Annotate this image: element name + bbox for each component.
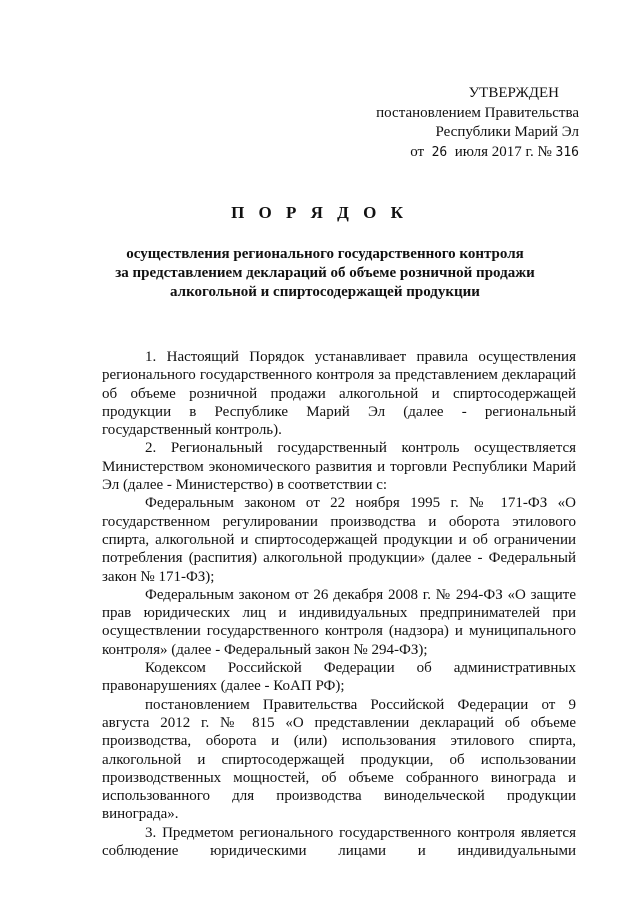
approval-date-prefix: от bbox=[410, 143, 425, 160]
document-subheading bbox=[90, 245, 560, 302]
subheading-line: осуществления регионального государственного контроля bbox=[126, 246, 524, 262]
subheading-line: алкогольной и спиртосодержащей продукции bbox=[170, 284, 480, 300]
paragraph-2: 2. Региональный государственный контроль осуществляется Министерством экономического развития и торговли Республики Марий Эл (далее - Министерство) в соответствии с: bbox=[102, 440, 576, 494]
approval-date-line bbox=[376, 143, 579, 163]
approval-date-day: 26 bbox=[431, 144, 448, 160]
paragraph-koap: Кодексом Российской Федерации об административных правонарушениях (далее - КоАП РФ); bbox=[102, 660, 576, 695]
paragraph-law-294: Федеральным законом от 26 декабря 2008 г. № 294-ФЗ «О защите прав юридических лиц и индивидуальных предпринимателей при осуществлении государственного контроля (надзора) и муниципального контроля» (далее - Федеральный закон № 294-ФЗ); bbox=[102, 586, 576, 658]
subheading-line: за представлением деклараций об объеме розничной продажи bbox=[115, 265, 535, 281]
approval-line-2: Республики Марий Эл bbox=[435, 124, 579, 140]
approval-date-rest: июля 2017 г. № bbox=[454, 143, 552, 160]
paragraph-3: 3. Предметом регионального государственного контроля является соблюдение юридическими лицами и индивидуальными bbox=[102, 824, 576, 860]
document-heading: П О Р Я Д О К bbox=[231, 203, 408, 222]
approval-stamp bbox=[376, 84, 579, 162]
paragraph-law-171: Федеральным законом от 22 ноября 1995 г. № 171-ФЗ «О государственном регулировании производства и оборота этилового спирта, алкогольной и спиртосодержащей продукции и об ограничении потребления (распития) алкогольной продукции» (далее - Федеральный закон № 171-ФЗ); bbox=[102, 495, 576, 585]
paragraph-resolution-815: постановлением Правительства Российской Федерации от 9 августа 2012 г. № 815 «О представлении деклараций об объеме производства, оборота и (или) использования этилового спирта, алкогольной и спиртосодержащей продукции, об использовании производственных мощностей, об объеме собранного винограда и использованного для производства винодельческой продукции винограда». bbox=[102, 696, 576, 823]
approval-title: УТВЕРЖДЕН bbox=[468, 85, 559, 101]
approval-line-1: постановлением Правительства bbox=[376, 104, 579, 121]
approval-number: 316 bbox=[555, 144, 579, 160]
paragraph-1: 1. Настоящий Порядок устанавливает правила осуществления регионального государственного контроля за представлением деклараций об объеме розничной продажи алкогольной и спиртосодержащей продукции в Республике Марий Эл (далее - региональный государственный контроль). bbox=[102, 349, 576, 439]
document-body bbox=[102, 348, 576, 860]
